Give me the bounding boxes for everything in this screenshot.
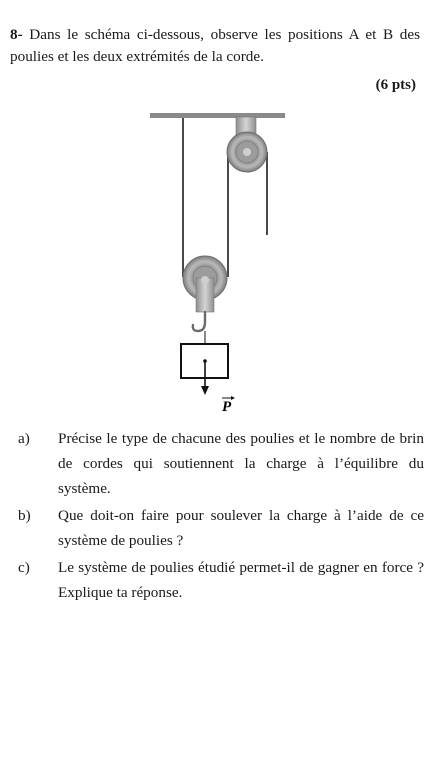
question-text: Le système de poulies étudié permet-il de gagner en force ? Explique ta réponse. [58, 559, 424, 601]
question-item [8, 555, 424, 605]
question-letter: a) [18, 430, 30, 447]
question-letter: b) [18, 507, 31, 524]
question-list [8, 426, 424, 607]
force-label: P [222, 399, 232, 415]
question-letter: c) [18, 559, 30, 576]
hook [193, 312, 205, 331]
exercise-text: Dans le schéma ci-dessous, observe les positions A et B des poulies et les deux extrémités de la corde. [10, 26, 420, 65]
question-item [8, 503, 424, 553]
movable-pulley [183, 256, 227, 312]
exercise-number: 8- [10, 26, 23, 43]
points-badge: (6 pts) [375, 77, 416, 93]
pulley-diagram [0, 100, 440, 420]
ceiling-bar [150, 113, 285, 118]
exercise-statement [10, 24, 420, 68]
fixed-pulley [227, 132, 267, 172]
question-item [8, 426, 424, 501]
question-text: Que doit-on faire pour soulever la charge à l’aide de ce système de poulies ? [58, 507, 424, 549]
question-text: Précise le type de chacune des poulies et le nombre de brin de cordes qui soutiennent la charge à l’équilibre du système. [58, 430, 424, 497]
